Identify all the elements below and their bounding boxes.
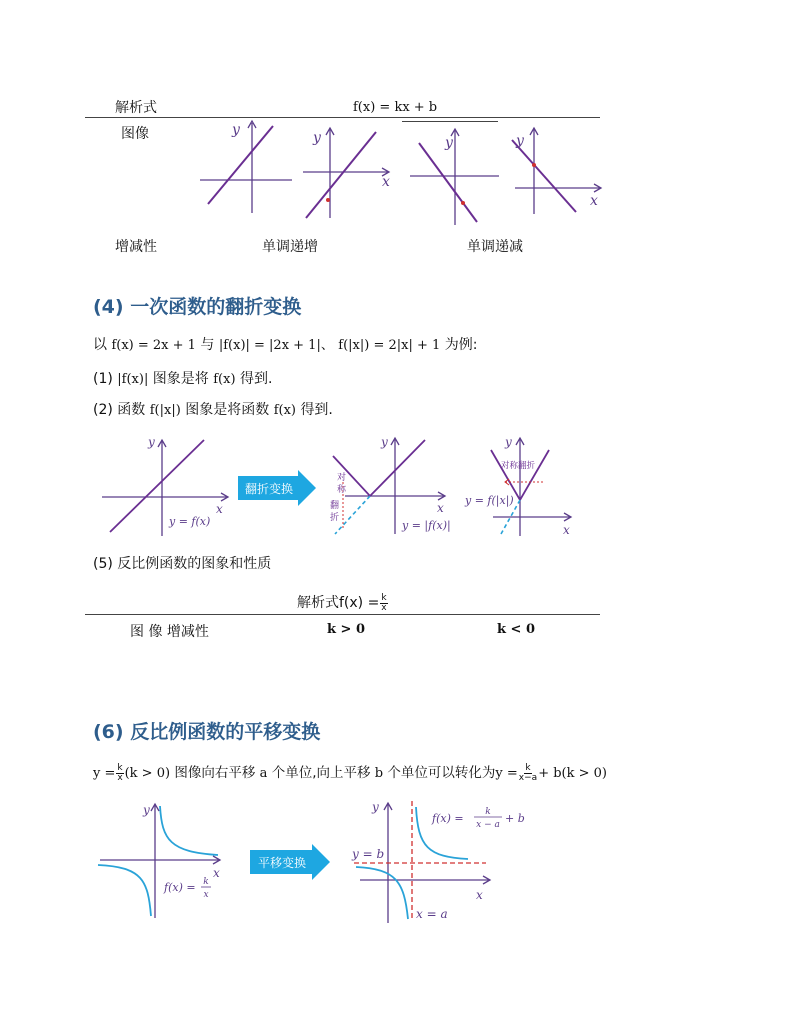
hyp-g1-frac-den: x <box>203 890 209 900</box>
section4-item1: (1) |f(x)| 图象是将 f(x) 得到. <box>93 371 273 387</box>
axis-x-label: x <box>216 502 223 516</box>
linear-graph-decreasing-2 <box>510 122 610 222</box>
hyp-g2-frac-den: x − a <box>476 820 500 830</box>
fold-side-char: 对 <box>337 473 347 483</box>
section4-item2: (2) 函数 f(|x|) 图象是将函数 f(x) 得到. <box>93 402 333 418</box>
axis-x-label: x <box>563 523 570 537</box>
linear-graph-decreasing-1 <box>405 125 505 225</box>
axis-y-label: y <box>148 435 155 449</box>
fold-graph-fabs <box>463 434 575 539</box>
hyp-g2-frac-num: k <box>485 807 491 817</box>
axis-x-label: x <box>382 174 390 190</box>
table2-kneg: k < 0 <box>497 622 535 637</box>
hyperbola-graph-shifted <box>350 797 535 927</box>
axis-y-label: y <box>445 135 453 151</box>
hyp-g2-label: f(x) = <box>432 812 464 825</box>
fold-side-char: 称 <box>337 485 347 495</box>
linear-graph-increasing-2 <box>298 118 398 218</box>
table2-rule <box>85 614 600 615</box>
axis-y-label: y <box>516 133 524 149</box>
hyp-g2-xa: x = a <box>416 907 448 921</box>
table1-rule-short <box>402 121 498 122</box>
fold-graph-abs <box>325 434 460 539</box>
axis-y-label: y <box>372 800 379 814</box>
shift-transform-arrow <box>250 844 332 880</box>
increasing-label: 单调递增 <box>262 239 318 255</box>
axis-y-label: y <box>143 803 150 817</box>
axis-x-label: x <box>590 193 598 209</box>
section5-heading: (5) 反比例函数的图象和性质 <box>93 556 272 572</box>
axis-x-label: x <box>476 888 483 902</box>
table1-formula: f(x) = kx + b <box>353 100 438 115</box>
shift-arrow-label: 平移变换 <box>257 856 307 870</box>
axis-y-label: y <box>313 130 321 146</box>
axis-x-label: x <box>437 501 444 515</box>
axis-y-label: y <box>381 435 388 449</box>
fold-side-char: 翻 <box>330 501 340 511</box>
section4-intro: 以 f(x) = 2x + 1 与 |f(x)| = |2x + 1|、 f(|x|) = 2|x| + 1 为例: <box>93 337 478 353</box>
fold-arrow-label: 翻折变换 <box>244 482 294 496</box>
section6-description: y = $\frac{k}{x}$ (k > 0) 图像向右平移 a 个单位,向上平移 b 个单位可以转化为y = $\frac{k}{x-a}$ + b(k > 0) <box>93 762 607 783</box>
table2-kpos: k > 0 <box>327 622 365 637</box>
fold-g3-top: 对称翻折 <box>501 461 536 471</box>
hyp-g2-plus: + b <box>505 812 525 825</box>
table1-header-label: 解析式 <box>115 100 157 116</box>
section6-heading: (6) 反比例函数的平移变换 <box>93 721 321 743</box>
fold-g1-label: y = f(x) <box>169 515 211 528</box>
fold-graph-original <box>92 434 232 539</box>
hyp-g2-yb: y = b <box>352 847 385 861</box>
axis-y-label: y <box>232 122 240 138</box>
axis-x-label: x <box>213 866 220 880</box>
fold-transform-arrow <box>238 470 318 506</box>
linear-graph-increasing-1 <box>200 118 300 218</box>
decreasing-label: 单调递减 <box>467 239 523 255</box>
table1-mono-label: 增减性 <box>115 239 157 255</box>
hyp-g1-frac-num: k <box>203 877 209 887</box>
fold-side-char: 折 <box>330 513 340 523</box>
hyp-g1-label: f(x) = <box>164 881 196 894</box>
section4-heading: (4) 一次函数的翻折变换 <box>93 296 302 318</box>
fold-g2-label: y = |f(x)| <box>402 519 451 532</box>
section5-formula: 解析式f(x) = $\frac{k}{x}$ <box>297 592 387 613</box>
table1-image-label: 图像 <box>121 126 149 142</box>
table2-row-label: 图 像 增减性 <box>130 624 209 640</box>
hyperbola-graph-original <box>98 800 233 920</box>
fold-g3-label: y = f(|x|) <box>465 494 514 507</box>
axis-y-label: y <box>505 435 512 449</box>
